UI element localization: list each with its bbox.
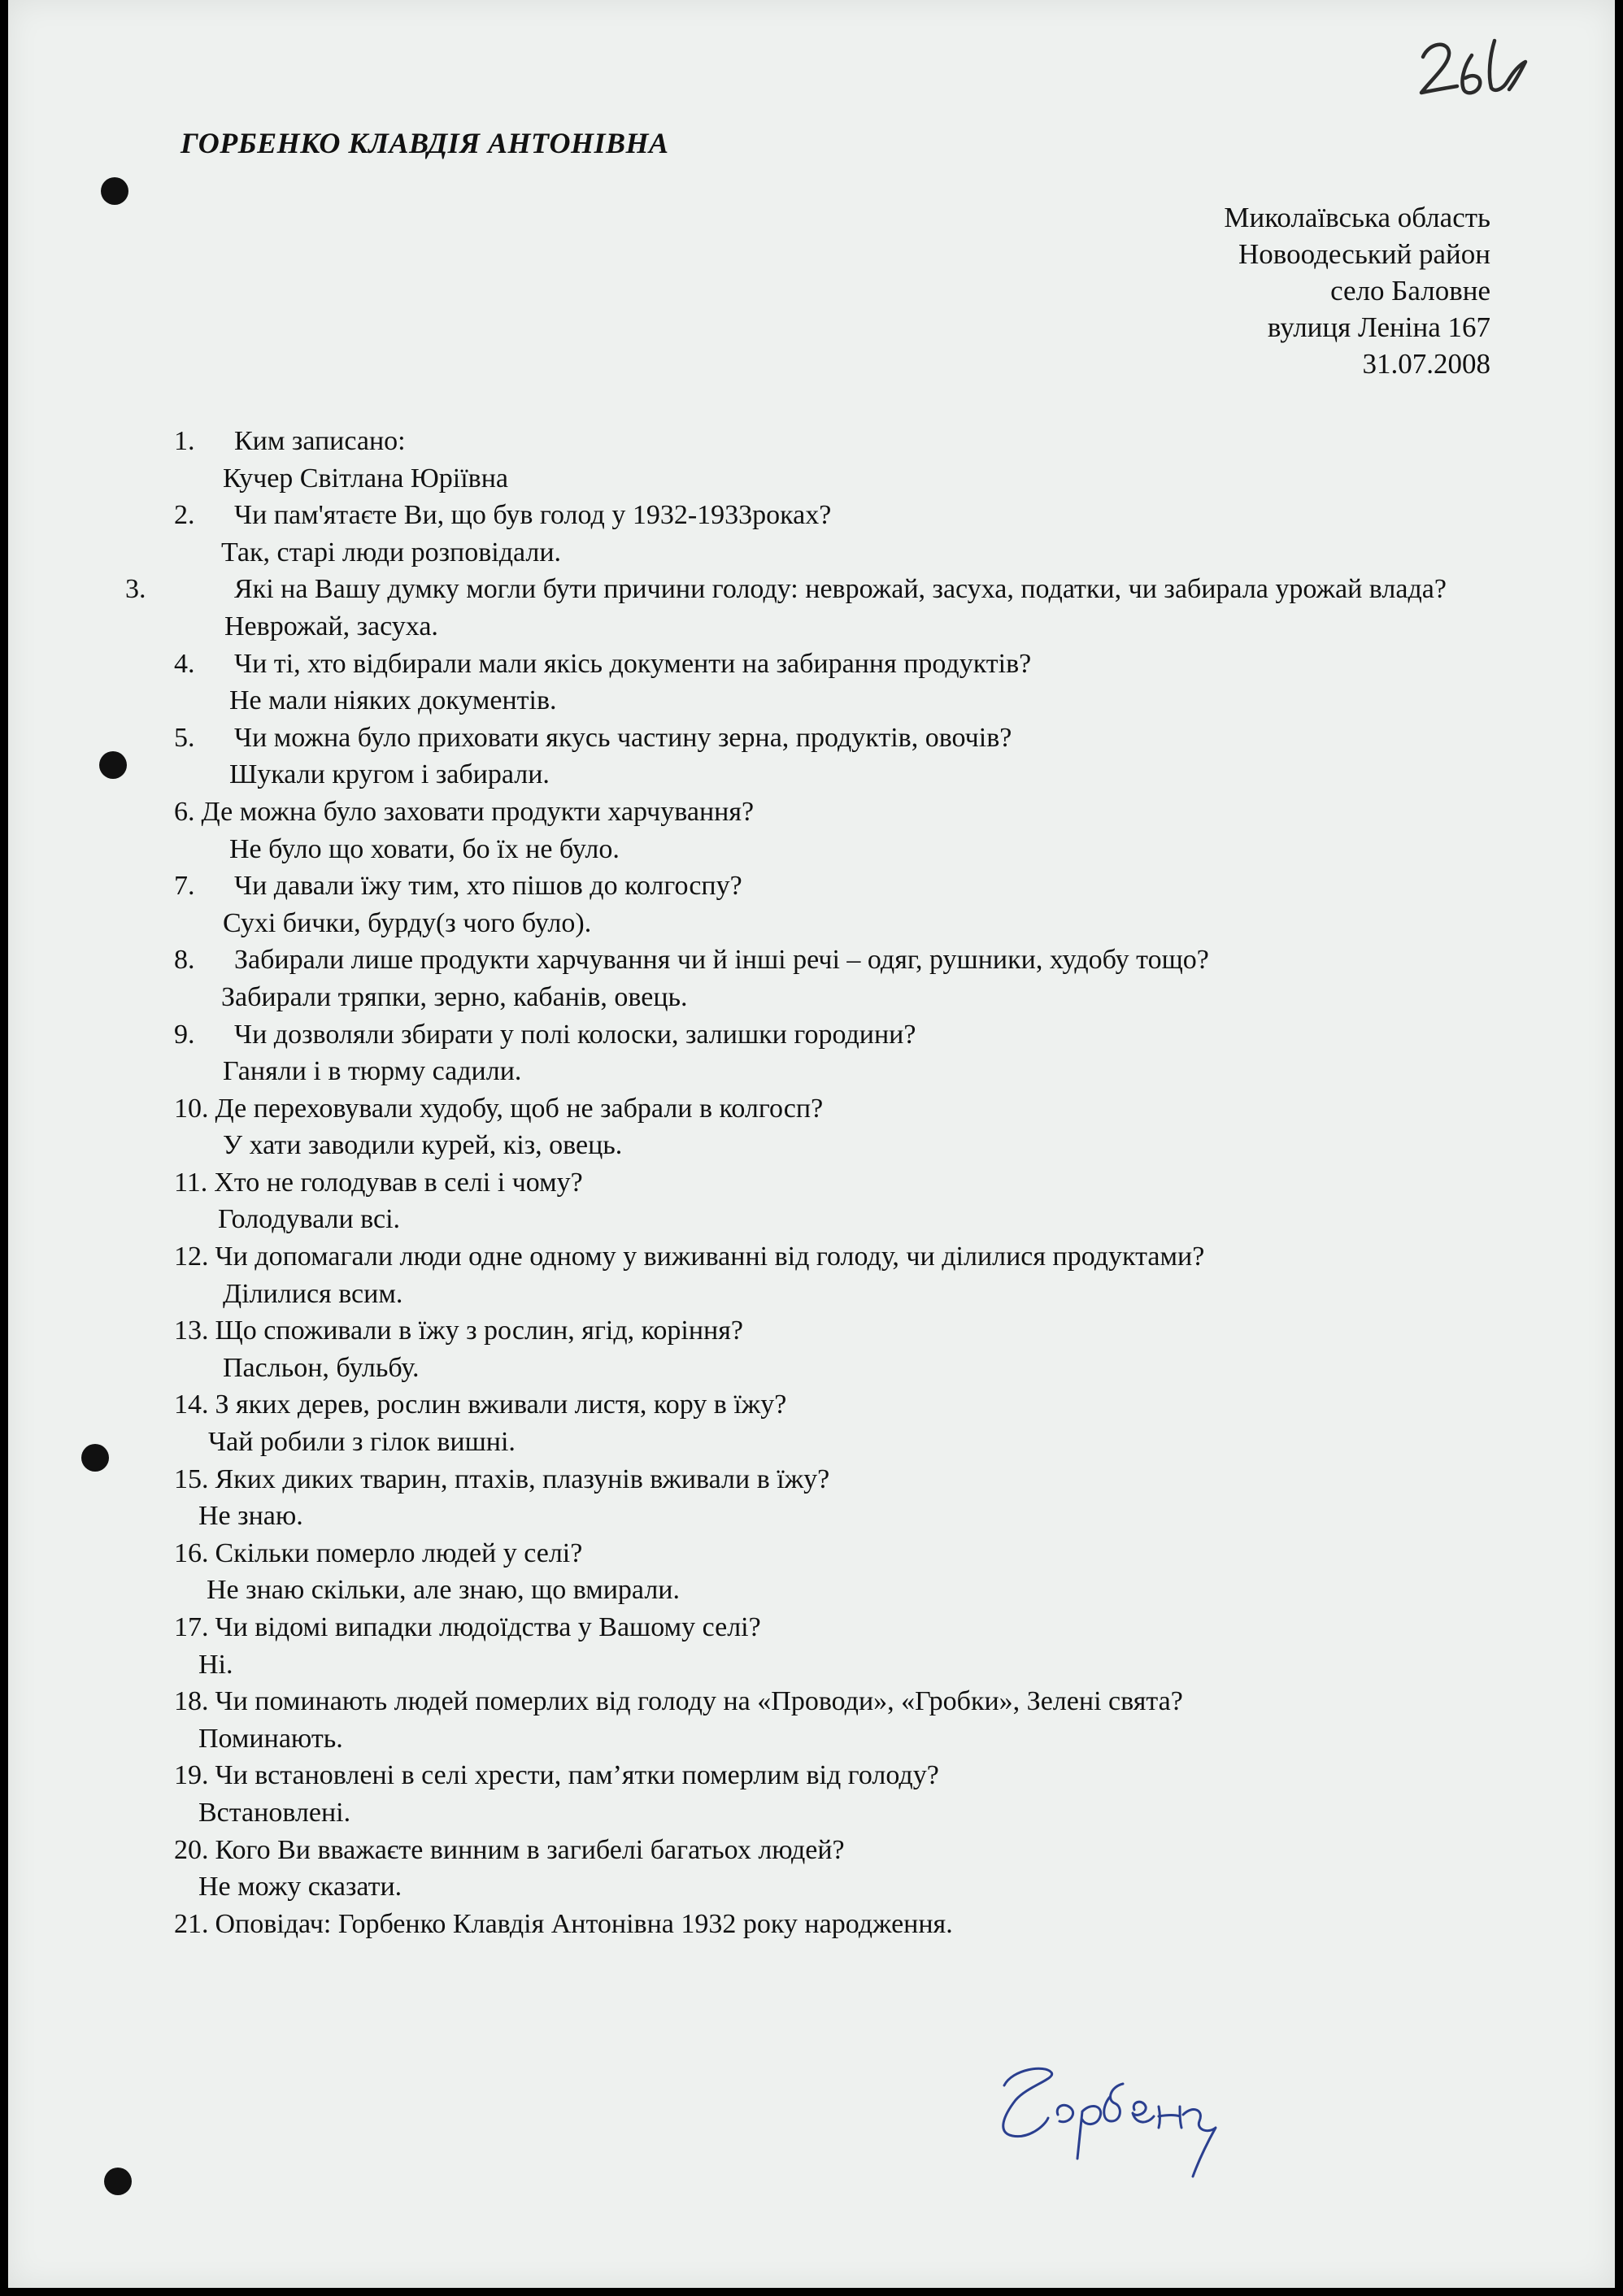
signature: [980, 2037, 1240, 2216]
question-number: 19.: [174, 1760, 209, 1791]
question-text: Де переховували худобу, щоб не забрали в колгосп?: [215, 1093, 824, 1124]
question-number: 13.: [174, 1315, 209, 1346]
question-item: [174, 1906, 1508, 1943]
question-item: [174, 1386, 1508, 1424]
question-number: 10.: [174, 1093, 209, 1124]
question-text: Кого Ви вважаєте винним в загибелі багатьох людей?: [215, 1834, 845, 1865]
answer-text: Неврожай, засуха.: [224, 611, 438, 641]
question-number: 7.: [174, 871, 195, 902]
question-text: Чи відомі випадки людоїдства у Вашому селі?: [215, 1612, 761, 1642]
answer-text: Не було що ховати, бо їх не було.: [229, 833, 620, 864]
question-text: Ким записано:: [234, 426, 406, 456]
question-number: 4.: [174, 648, 195, 679]
question-text: Яких диких тварин, птахів, плазунів вживали в їжу?: [215, 1463, 830, 1494]
document-title: ГОРБЕНКО КЛАВДІЯ АНТОНІВНА: [181, 127, 669, 159]
question-item: [174, 1164, 1508, 1202]
answer-text: Чай робили з гілок вишні.: [208, 1427, 516, 1458]
question-number: 12.: [174, 1241, 209, 1272]
question-item: [174, 868, 1508, 905]
address-block: [921, 199, 1490, 382]
answer-text: Ні.: [198, 1649, 233, 1680]
answer-text: Голодували всі.: [218, 1204, 401, 1235]
question-item: [174, 1238, 1508, 1276]
question-text: Чи встановлені в селі хрести, пам’ятки померлим від голоду?: [215, 1760, 939, 1791]
question-text: Чи ті, хто відбирали мали якісь документи на забирання продуктів?: [234, 648, 1032, 679]
question-item: [125, 571, 1508, 608]
question-number: 5.: [174, 722, 195, 753]
question-item: [174, 1461, 1508, 1498]
document-page: [8, 0, 1615, 2288]
answer-text: Шукали кругом і забирали.: [229, 759, 550, 790]
address-street: вулиця Леніна 167: [1267, 311, 1490, 343]
punch-hole: [81, 1444, 109, 1472]
question-number: 2.: [174, 500, 195, 531]
address-district: Новоодеський район: [1238, 238, 1490, 270]
question-number: 3.: [125, 574, 146, 605]
answer-text: Не мали ніяких документів.: [229, 685, 557, 716]
question-item: [174, 646, 1508, 683]
question-item: [174, 1757, 1508, 1794]
answer-text: Не знаю.: [198, 1501, 303, 1532]
question-item: [174, 1090, 1508, 1128]
answer-text: Ганяли і в тюрму садили.: [223, 1056, 522, 1087]
question-text: Чи допомагали люди одне одному у виживанні від голоду, чи ділилися продуктами?: [215, 1241, 1205, 1272]
question-text: Чи давали їжу тим, хто пішов до колгоспу?: [234, 871, 742, 902]
question-text: Чи можна було приховати якусь частину зерна, продуктів, овочів?: [234, 722, 1012, 753]
question-number: 11.: [174, 1167, 208, 1198]
address-village: село Баловне: [1330, 275, 1490, 307]
question-text: Оповідач: Горбенко Клавдія Антонівна 1932 року народження.: [215, 1908, 953, 1939]
question-item: [174, 423, 1508, 460]
punch-hole: [99, 751, 127, 779]
question-text: Що споживали в їжу з рослин, ягід, коріння?: [215, 1315, 743, 1346]
question-text: Чи дозволяли збирати у полі колоски, залишки городини?: [234, 1019, 916, 1050]
question-number: 1.: [174, 426, 195, 456]
question-item: [174, 1016, 1508, 1054]
punch-hole: [104, 2168, 132, 2195]
punch-hole: [101, 177, 128, 205]
question-number: 8.: [174, 945, 195, 976]
questionnaire: [125, 423, 1508, 1942]
question-text: Чи пам'ятаєте Ви, що був голод у 1932-1933роках?: [234, 500, 832, 531]
question-item: [174, 1683, 1508, 1720]
answer-text: Ділилися всим.: [223, 1278, 403, 1309]
answer-text: Так, старі люди розповідали.: [221, 537, 562, 567]
question-number: 15.: [174, 1463, 209, 1494]
question-item: [174, 1832, 1508, 1869]
answer-text: Поминають.: [198, 1723, 343, 1754]
answer-text: У хати заводили курей, кіз, овець.: [223, 1130, 623, 1161]
question-text: Забирали лише продукти харчування чи й інші речі – одяг, рушники, худобу тощо?: [234, 945, 1209, 976]
question-item: [174, 720, 1508, 757]
question-item: [174, 497, 1508, 534]
question-text: Скільки померло людей у селі?: [215, 1537, 583, 1568]
answer-text: Кучер Світлана Юріївна: [223, 463, 509, 494]
address-region: Миколаївська область: [1224, 202, 1490, 233]
page-number-handwritten: [1415, 24, 1537, 114]
answer-text: Забирали тряпки, зерно, кабанів, овець.: [221, 981, 688, 1012]
question-item: [174, 1312, 1508, 1350]
answer-text: Встановлені.: [198, 1797, 351, 1828]
address-date: 31.07.2008: [1362, 348, 1490, 380]
question-number: 14.: [174, 1389, 209, 1420]
question-number: 9.: [174, 1019, 195, 1050]
answer-text: Пасльон, бульбу.: [223, 1352, 420, 1383]
answer-text: Не можу сказати.: [198, 1872, 402, 1902]
question-number: 16.: [174, 1537, 209, 1568]
question-item: [174, 794, 1508, 831]
question-item: [174, 1609, 1508, 1646]
answer-text: Не знаю скільки, але знаю, що вмирали.: [207, 1575, 680, 1606]
question-item: [174, 941, 1508, 979]
question-text: Де можна було заховати продукти харчування?: [201, 796, 755, 827]
question-text: Які на Вашу думку могли бути причини голоду: неврожай, засуха, податки, чи забирала урожай влада?: [234, 574, 1447, 605]
question-number: 18.: [174, 1686, 209, 1717]
question-text: Чи поминають людей померлих від голоду на «Проводи», «Гробки», Зелені свята?: [215, 1686, 1183, 1717]
question-number: 17.: [174, 1612, 209, 1642]
answer-text: Сухі бички, бурду(з чого було).: [223, 907, 592, 938]
question-text: З яких дерев, рослин вживали листя, кору в їжу?: [215, 1389, 787, 1420]
question-text: Хто не голодував в селі і чому?: [214, 1167, 583, 1198]
question-number: 21.: [174, 1908, 209, 1939]
question-number: 20.: [174, 1834, 209, 1865]
question-number: 6.: [174, 796, 195, 827]
question-item: [174, 1535, 1508, 1572]
